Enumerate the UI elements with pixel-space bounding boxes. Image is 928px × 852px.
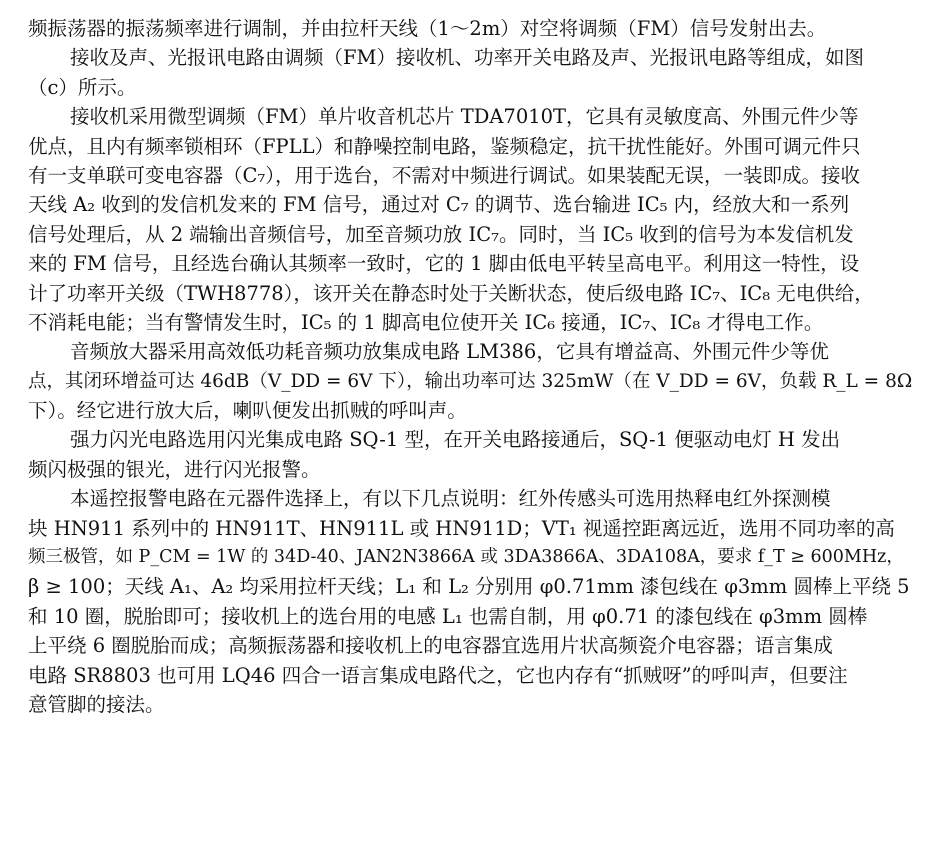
text-line: 意管脚的接法。 [28, 692, 165, 716]
text-line: 音频放大器采用高效低功耗音频功放集成电路 LM386，它具有增益高、外围元件少等优 [70, 340, 829, 364]
text-line: 频振荡器的振荡频率进行调制，并由拉杆天线（1～2m）对空将调频（FM）信号发射出去。 [28, 17, 827, 40]
text-line: 点，其闭环增益可达 46dB（V_DD = 6V 下），输出功率可达 325mW（在 V_DD = 6V，负载 R_L = 8Ω [28, 370, 913, 392]
text-line: 下）。经它进行放大后，喇叭便发出抓贼的呼叫声。 [28, 399, 467, 423]
text-line: 有一支单联可变电容器（C₇），用于选台，不需对中频进行调试。如果装配无误，一装即成。接收 [28, 163, 860, 187]
text-line: 天线 A₂ 收到的发信机发来的 FM 信号，通过对 C₇ 的调节、选台输进 IC₅ 内，经放大和一系列 [28, 193, 850, 217]
text-line: 计了功率开关级（TWH8778），该开关在静态时处于关断状态，使后级电路 IC₇、IC₈ 无电供给， [28, 281, 874, 305]
text-line: 优点，且内有频率锁相环（FPLL）和静噪控制电路，鉴频稳定，抗干扰性能好。外围可调元件只 [28, 134, 861, 158]
text-line: 频三极管，如 P_CM = 1W 的 34D-40、JAN2N3866A 或 3DA3866A、3DA108A，要求 f_T ≥ 600MHz， [28, 547, 904, 568]
text-line: 本遥控报警电路在元器件选择上，有以下几点说明：红外传感头可选用热释电红外探测模 [70, 487, 831, 511]
document-body [28, 14, 912, 719]
text-line: 强力闪光电路选用闪光集成电路 SQ-1 型，在开关电路接通后，SQ-1 便驱动电灯 H 发出 [70, 428, 841, 452]
text-line: 上平绕 6 圈脱胎而成；高频振荡器和接收机上的电容器宜选用片状高频瓷介电容器；语言集成 [28, 634, 833, 658]
text-line: 接收机采用微型调频（FM）单片收音机芯片 TDA7010T，它具有灵敏度高、外围元件少等 [70, 105, 859, 129]
text-line: 不消耗电能；当有警情发生时，IC₅ 的 1 脚高电位使开关 IC₆ 接通，IC₇、IC₈ 才得电工作。 [28, 310, 824, 334]
text-line: 块 HN911 系列中的 HN911T、HN911L 或 HN911D；VT₁ 视遥控距离远近，选用不同功率的高 [28, 516, 895, 540]
text-line: β ≥ 100；天线 A₁、A₂ 均采用拉杆天线；L₁ 和 L₂ 分别用 φ0.71mm 漆包线在 φ3mm 圆棒上平绕 5 [28, 575, 910, 599]
text-line: 来的 FM 信号，且经选台确认其频率一致时，它的 1 脚由低电平转呈高电平。利用这一特性，设 [28, 252, 860, 276]
text-line: 和 10 圈，脱胎即可；接收机上的选台用的电感 L₁ 也需自制，用 φ0.71 的漆包线在 φ3mm 圆棒 [28, 604, 868, 628]
text-line: 电路 SR8803 也可用 LQ46 四合一语言集成电路代之，它也内存有“抓贼呀”的呼叫声，但要注 [28, 663, 848, 687]
text-line: 信号处理后，从 2 端输出音频信号，加至音频功放 IC₇。同时，当 IC₅ 收到的信号为本发信机发 [28, 222, 854, 246]
text-line: 接收及声、光报讯电路由调频（FM）接收机、功率开关电路及声、光报讯电路等组成，如图 [70, 46, 864, 70]
text-line: （c）所示。 [28, 75, 137, 99]
text-line: 频闪极强的银光，进行闪光报警。 [28, 457, 321, 481]
